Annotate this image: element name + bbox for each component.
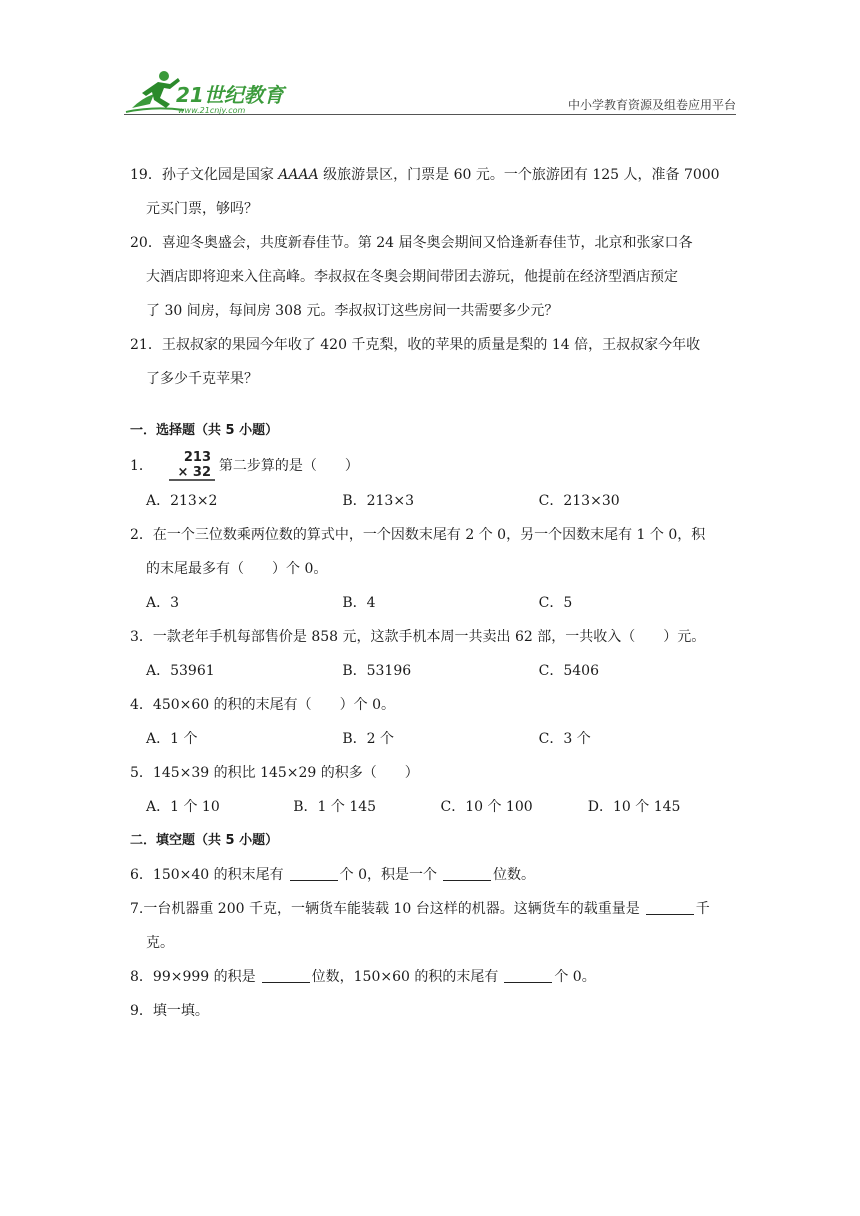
q5-option-d[interactable]: D．10 个 145 bbox=[587, 799, 681, 815]
answer-blank[interactable] bbox=[504, 968, 552, 983]
q3-option-b[interactable]: B．53196 bbox=[342, 663, 412, 679]
question-4: 4．450×60 的积的末尾有（ ）个 0。 bbox=[130, 697, 395, 713]
q3-option-a[interactable]: A．53961 bbox=[146, 663, 215, 679]
question-2: 2．在一个三位数乘两位数的算式中，一个因数末尾有 2 个 0，另一个因数末尾有 1 个 0，积 的末尾最多有（ ）个 0。 bbox=[130, 527, 706, 577]
question-9: 9．填一填。 bbox=[130, 1003, 209, 1019]
svg-text:213: 213 bbox=[183, 450, 211, 465]
q4-option-a[interactable]: A．1 个 bbox=[146, 731, 198, 747]
section-fill-title: 二．填空题（共 5 小题） bbox=[130, 833, 279, 848]
q4-option-c[interactable]: C．3 个 bbox=[538, 731, 591, 747]
q3-option-c[interactable]: C．5406 bbox=[538, 663, 599, 679]
q5-options bbox=[130, 790, 735, 824]
scenic-grade: AAAA bbox=[278, 167, 319, 183]
q2-option-a[interactable]: A．3 bbox=[146, 595, 180, 611]
q1-option-a[interactable]: A．213×2 bbox=[146, 493, 218, 509]
question-19: 19．孙子文化园是国家 AAAA 级旅游景区，门票是 60 元。一个旅游团有 125 人，准备 7000 元买门票，够吗？ bbox=[130, 167, 720, 217]
vertical-multiplication-figure bbox=[167, 448, 217, 484]
question-1: 1． 213 × 32 第二步算的是（ ） bbox=[130, 448, 735, 484]
answer-blank[interactable] bbox=[443, 866, 491, 881]
answer-blank[interactable] bbox=[290, 866, 338, 881]
header-divider bbox=[124, 114, 736, 115]
q5-option-c[interactable]: C．10 个 100 bbox=[440, 799, 533, 815]
question-content bbox=[130, 158, 735, 1028]
q1-option-c[interactable]: C．213×30 bbox=[538, 493, 620, 509]
q4-option-b[interactable]: B．2 个 bbox=[342, 731, 394, 747]
page-header bbox=[124, 62, 736, 114]
section-choice-title: 一．选择题（共 5 小题） bbox=[130, 423, 279, 438]
logo-url-text: www.21cnjy.com bbox=[178, 106, 246, 115]
q5-option-a[interactable]: A．1 个 10 bbox=[146, 799, 220, 815]
q5-option-b[interactable]: B．1 个 145 bbox=[293, 799, 377, 815]
question-3: 3．一款老年手机每部售价是 858 元，这款手机本周一共卖出 62 部，一共收入（ ）元。 bbox=[130, 629, 706, 645]
answer-blank[interactable] bbox=[262, 968, 310, 983]
answer-blank[interactable] bbox=[646, 900, 694, 915]
svg-text:× 32: × 32 bbox=[177, 465, 211, 480]
question-21: 21．王叔叔家的果园今年收了 420 千克梨，收的苹果的质量是梨的 14 倍，王叔叔家今年收 了多少千克苹果？ bbox=[130, 337, 701, 387]
q2-option-b[interactable]: B．4 bbox=[342, 595, 376, 611]
q1-option-b[interactable]: B．213×3 bbox=[342, 493, 414, 509]
q2-option-c[interactable]: C．5 bbox=[538, 595, 573, 611]
q4-options bbox=[130, 722, 735, 756]
q1-options bbox=[130, 484, 735, 518]
21cnjy-logo bbox=[124, 68, 304, 116]
question-7: 7.一台机器重 200 千克，一辆货车能装载 10 台这样的机器。这辆货车的载重量是 千 克。 bbox=[130, 901, 710, 951]
logo-main-text: 21世纪教育 bbox=[176, 83, 284, 107]
question-8: 8．99×999 的积是 位数，150×60 的积的末尾有 个 0。 bbox=[130, 969, 596, 985]
question-20: 20．喜迎冬奥盛会，共度新春佳节。第 24 届冬奥会期间又恰逢新春佳节，北京和张家口各 大酒店即将迎来入住高峰。李叔叔在冬奥会期间带团去游玩，他提前在经济型酒店预定 了 30 间房，每间房 308 元。李叔叔订这些房间一共需要多少元？ bbox=[130, 235, 693, 319]
question-5: 5．145×39 的积比 145×29 的积多（ ） bbox=[130, 765, 419, 781]
platform-name: 中小学教育资源及组卷应用平台 bbox=[567, 98, 736, 112]
q3-options bbox=[130, 654, 735, 688]
question-6: 6．150×40 的积末尾有 个 0，积是一个 位数。 bbox=[130, 867, 535, 883]
q2-options bbox=[130, 586, 735, 620]
